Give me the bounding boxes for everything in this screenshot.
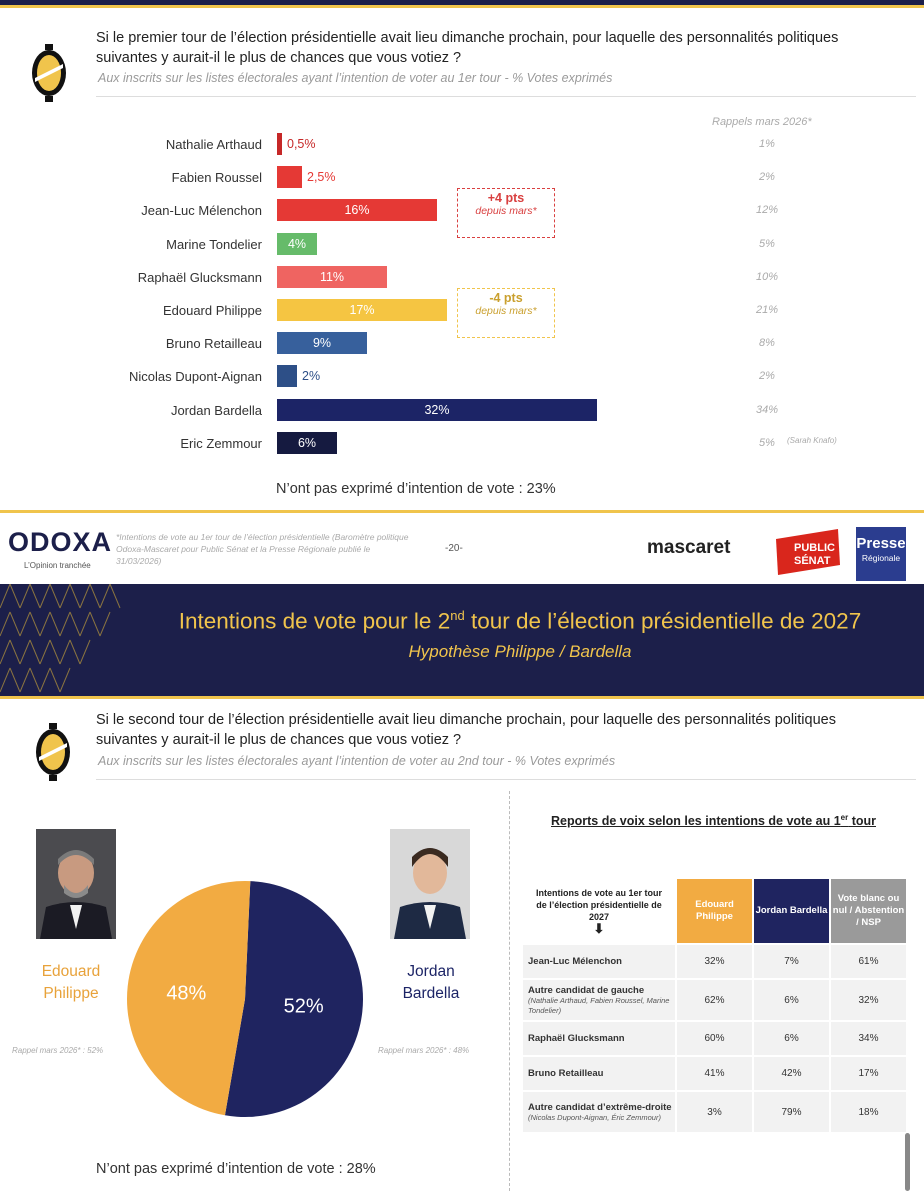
callout-philippe xyxy=(457,288,555,338)
regionale-text: Régionale xyxy=(861,553,901,563)
title-sup: nd xyxy=(450,608,465,623)
recall-value: 5% xyxy=(759,237,775,250)
table-cell: 61% xyxy=(831,945,906,978)
page-number: -20- xyxy=(445,543,463,554)
row-label-cell xyxy=(523,1022,675,1055)
row-label-cell xyxy=(523,1092,675,1132)
bar xyxy=(277,166,302,188)
recall-header: Rappels mars 2026* xyxy=(712,116,812,128)
pie-value-label: 52% xyxy=(283,995,324,1018)
table-cell: 32% xyxy=(831,980,906,1020)
row-label-cell xyxy=(523,980,675,1020)
slide-second-round xyxy=(0,699,924,1200)
row-label: Raphaël Glucksmann xyxy=(528,1033,625,1044)
philippe-photo xyxy=(36,829,116,939)
pie-value-label: 48% xyxy=(166,982,207,1005)
mascaret-logo: mascaret xyxy=(647,537,731,558)
bar-label: Jean-Luc Mélenchon xyxy=(141,203,262,219)
odoxa-egg-icon-2 xyxy=(34,723,72,781)
odoxa-egg-icon xyxy=(30,44,68,102)
bar-value-label: 17% xyxy=(349,303,375,317)
bar-value-label: 11% xyxy=(319,269,345,284)
head-label-line3: 2027 xyxy=(588,912,610,922)
table-row xyxy=(523,945,906,978)
table-row xyxy=(523,1092,906,1132)
question-text-2: Si le second tour de l’élection présidentielle avait lieu dimanche prochain, pour laquelle des personnalités politiques suivantes y aurait-il le plus de chances que vous votiez ? xyxy=(96,712,836,748)
row-sublabel: (Nicolas Dupont-Aignan, Éric Zemmour) xyxy=(528,1112,661,1122)
head-label-line1: Intentions de vote au 1er tour xyxy=(535,888,663,898)
public-senat-top-text: PUBLIC xyxy=(794,542,835,554)
bar-value-label: 0,5% xyxy=(287,137,316,151)
candidate-bardella-first: Jordan xyxy=(407,963,455,980)
table-cell: 18% xyxy=(831,1092,906,1132)
recall-value: 8% xyxy=(759,337,775,350)
bar-label: Marine Tondelier xyxy=(166,236,262,252)
bar-label: Nathalie Arthaud xyxy=(165,137,262,152)
slide2-subtitle: Hypothèse Philippe / Bardella xyxy=(408,642,632,661)
recall-value: 2% xyxy=(759,370,775,383)
candidate-philippe-last: Philippe xyxy=(43,985,99,1002)
table-row xyxy=(523,1057,906,1090)
public-senat-bottom-text: SÉNAT xyxy=(794,555,831,567)
bar-label: Nicolas Dupont-Aignan xyxy=(129,369,262,385)
table-cell: 79% xyxy=(754,1092,829,1132)
bar-value-label: 32% xyxy=(424,402,450,417)
bar-label: Eric Zemmour xyxy=(180,435,262,451)
down-arrow-icon: ⬇ xyxy=(593,921,605,936)
question-text: Si le premier tour de l’élection présidentielle avait lieu dimanche prochain, pour laquelle des personnalités politiques suivantes y aurait-il le plus de chances que vous votiez ? xyxy=(96,30,839,66)
presse-text: Presse xyxy=(856,535,906,552)
table-title-sup: er xyxy=(840,813,849,822)
table-cell: 3% xyxy=(677,1092,752,1132)
table-cell: 60% xyxy=(677,1022,752,1055)
footer xyxy=(0,510,924,584)
title-main: Intentions de vote pour le 2 xyxy=(178,608,451,634)
table-cell: 62% xyxy=(677,980,752,1020)
bardella-photo xyxy=(390,829,470,939)
table-cell: 32% xyxy=(677,945,752,978)
slide2-title xyxy=(130,608,910,635)
callout-down-big: -4 pts xyxy=(489,291,523,305)
bar-label: Jordan Bardella xyxy=(170,402,262,418)
col-philippe: Edouard Philippe xyxy=(677,879,752,943)
slide-second-round-header xyxy=(0,584,924,696)
top-strip xyxy=(0,0,924,8)
row-label-cell xyxy=(523,1057,675,1090)
table-title xyxy=(551,813,876,828)
pie-chart xyxy=(120,874,370,1124)
table-title-rest: tour xyxy=(848,814,876,829)
gold-pattern-icon xyxy=(0,584,130,696)
callout-up-big: +4 pts xyxy=(487,191,525,205)
subquestion-text: Aux inscrits sur les listes électorales ayant l’intention de voter au 1er tour - % Votes exprimés xyxy=(98,71,613,85)
slide-first-round xyxy=(0,0,924,584)
table-cell: 17% xyxy=(831,1057,906,1090)
table-cell: 6% xyxy=(754,980,829,1020)
subquestion-text-2: Aux inscrits sur les listes électorales ayant l’intention de voter au 2nd tour - % Votes exprimés xyxy=(98,754,616,768)
candidate-bardella xyxy=(386,961,476,1005)
candidate-philippe-first: Edouard xyxy=(41,963,101,980)
table-title-main: Reports de voix selon les intentions de vote au 1 xyxy=(551,814,841,829)
bar-label: Edouard Philippe xyxy=(162,303,262,318)
title-rest: tour de l’élection présidentielle de 2027 xyxy=(464,608,862,634)
table-cell: 6% xyxy=(754,1022,829,1055)
row-label: Jean-Luc Mélenchon xyxy=(528,956,622,967)
recall-note-zemmour: (Sarah Knafo) xyxy=(787,436,837,445)
row-label-cell xyxy=(523,945,675,978)
recall-value: 2% xyxy=(759,171,775,184)
presse-regionale-logo xyxy=(856,527,906,581)
row-sublabel: (Nathalie Arthaud, Fabien Roussel, Marine Tondelier) xyxy=(528,995,670,1015)
table-cell: 34% xyxy=(831,1022,906,1055)
candidate-philippe xyxy=(26,961,116,1005)
table-row xyxy=(523,1022,906,1055)
vertical-divider xyxy=(509,791,510,1191)
header-divider-2 xyxy=(96,779,916,780)
footer-note: *Intentions de vote au 1er tour de l’élection présidentielle (Baromètre politique Odoxa-Mascaret pour Public Sénat et la Presse Régionale publié le 31/03/2026) xyxy=(116,532,409,566)
callout-up-small: depuis mars* xyxy=(475,205,537,217)
col-blank: Vote blanc ou nul / Abstention / NSP xyxy=(831,879,906,943)
callout-melenchon xyxy=(457,188,555,238)
col-bardella: Jordan Bardella xyxy=(754,879,829,943)
recall-value: 1% xyxy=(759,138,775,150)
odoxa-logo: ODOXA xyxy=(8,527,113,557)
no-intention-text: N’ont pas exprimé d’intention de vote : 23% xyxy=(276,481,556,497)
public-senat-logo xyxy=(770,529,844,575)
recall-value: 12% xyxy=(755,204,779,217)
rappel-philippe: Rappel mars 2026* : 52% xyxy=(12,1046,104,1055)
no-intention-text-2: N’ont pas exprimé d’intention de vote : 28% xyxy=(96,1161,376,1177)
bar xyxy=(277,365,297,387)
bar-value-label: 9% xyxy=(312,336,332,351)
bar-value-label: 2,5% xyxy=(307,170,336,185)
scrollbar-thumb[interactable] xyxy=(905,1133,910,1191)
bar-label: Fabien Roussel xyxy=(171,170,262,186)
bar-value-label: 4% xyxy=(287,236,307,251)
rappel-bardella: Rappel mars 2026* : 48% xyxy=(378,1046,470,1055)
header-divider xyxy=(96,96,916,97)
row-label: Autre candidat de gauche xyxy=(528,984,645,996)
table-cell: 42% xyxy=(754,1057,829,1090)
bar-value-label: 6% xyxy=(297,435,317,450)
table-row xyxy=(523,980,906,1020)
table-cell: 41% xyxy=(677,1057,752,1090)
recall-value: 34% xyxy=(755,403,779,416)
bar-value-label: 16% xyxy=(344,203,370,218)
candidate-bardella-last: Bardella xyxy=(402,985,460,1002)
bar-label: Raphaël Glucksmann xyxy=(137,269,262,285)
odoxa-tagline: L’Opinion tranchée xyxy=(24,561,91,570)
bar-label: Bruno Retailleau xyxy=(165,336,262,352)
row-label: Bruno Retailleau xyxy=(528,1068,604,1079)
recall-value: 21% xyxy=(755,304,779,316)
table-body xyxy=(523,945,906,1132)
bar-value-label: 2% xyxy=(302,369,321,384)
recall-value: 5% xyxy=(759,436,775,449)
table-head-label xyxy=(523,879,675,943)
row-label: Autre candidat d’extrême-droite xyxy=(528,1101,672,1113)
callout-down-small: depuis mars* xyxy=(475,305,537,317)
recall-value: 10% xyxy=(755,270,779,283)
table-cell: 7% xyxy=(754,945,829,978)
head-label-line2: de l’élection présidentielle de xyxy=(536,900,662,910)
transfer-table xyxy=(521,877,908,1134)
bar xyxy=(277,133,282,155)
